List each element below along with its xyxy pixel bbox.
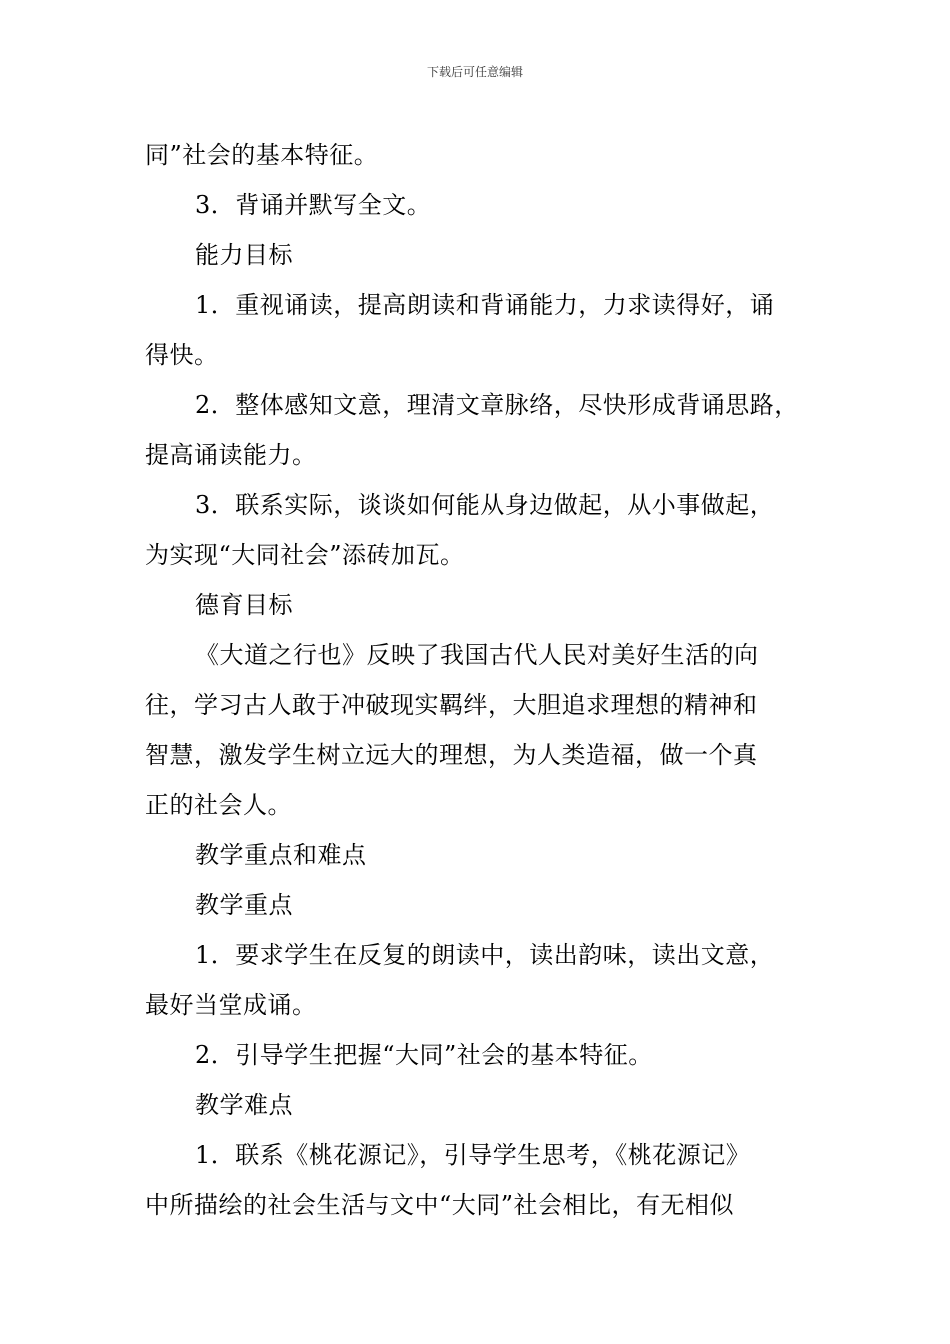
text-line: 1．重视诵读，提高朗读和背诵能力，力求读得好，诵 bbox=[195, 291, 775, 319]
text-line: 2．整体感知文意，理清文章脉络，尽快形成背诵思路， bbox=[195, 391, 799, 419]
section-heading: 能力目标 bbox=[195, 241, 293, 269]
section-heading: 教学重点 bbox=[195, 891, 293, 919]
text-line: 同”社会的基本特征。 bbox=[145, 141, 379, 169]
text-line: 正的社会人。 bbox=[145, 791, 292, 819]
text-line: 3．联系实际，谈谈如何能从身边做起，从小事做起， bbox=[195, 491, 775, 519]
text-line: 《大道之行也》反映了我国古代人民对美好生活的向 bbox=[195, 641, 759, 669]
section-heading: 教学重点和难点 bbox=[195, 841, 367, 869]
text-line: 往，学习古人敢于冲破现实羁绊，大胆追求理想的精神和 bbox=[145, 691, 758, 719]
section-heading: 德育目标 bbox=[195, 591, 293, 619]
text-line: 2．引导学生把握“大同”社会的基本特征。 bbox=[195, 1041, 653, 1069]
text-line: 智慧，激发学生树立远大的理想，为人类造福，做一个真 bbox=[145, 741, 758, 769]
text-line: 最好当堂成诵。 bbox=[145, 991, 317, 1019]
text-line: 为实现“大同社会”添砖加瓦。 bbox=[145, 541, 465, 569]
text-line: 得快。 bbox=[145, 341, 219, 369]
text-line: 中所描绘的社会生活与文中“大同”社会相比，有无相似 bbox=[145, 1191, 735, 1219]
page-header: 下载后可任意编辑 bbox=[426, 65, 523, 79]
text-line: 1．要求学生在反复的朗读中，读出韵味，读出文意， bbox=[195, 941, 775, 969]
text-line: 1．联系《桃花源记》，引导学生思考，《桃花源记》 bbox=[195, 1141, 751, 1169]
text-line: 3．背诵并默写全文。 bbox=[195, 191, 432, 219]
section-heading: 教学难点 bbox=[195, 1091, 293, 1119]
document-body bbox=[145, 130, 810, 1230]
text-line: 提高诵读能力。 bbox=[145, 441, 317, 469]
